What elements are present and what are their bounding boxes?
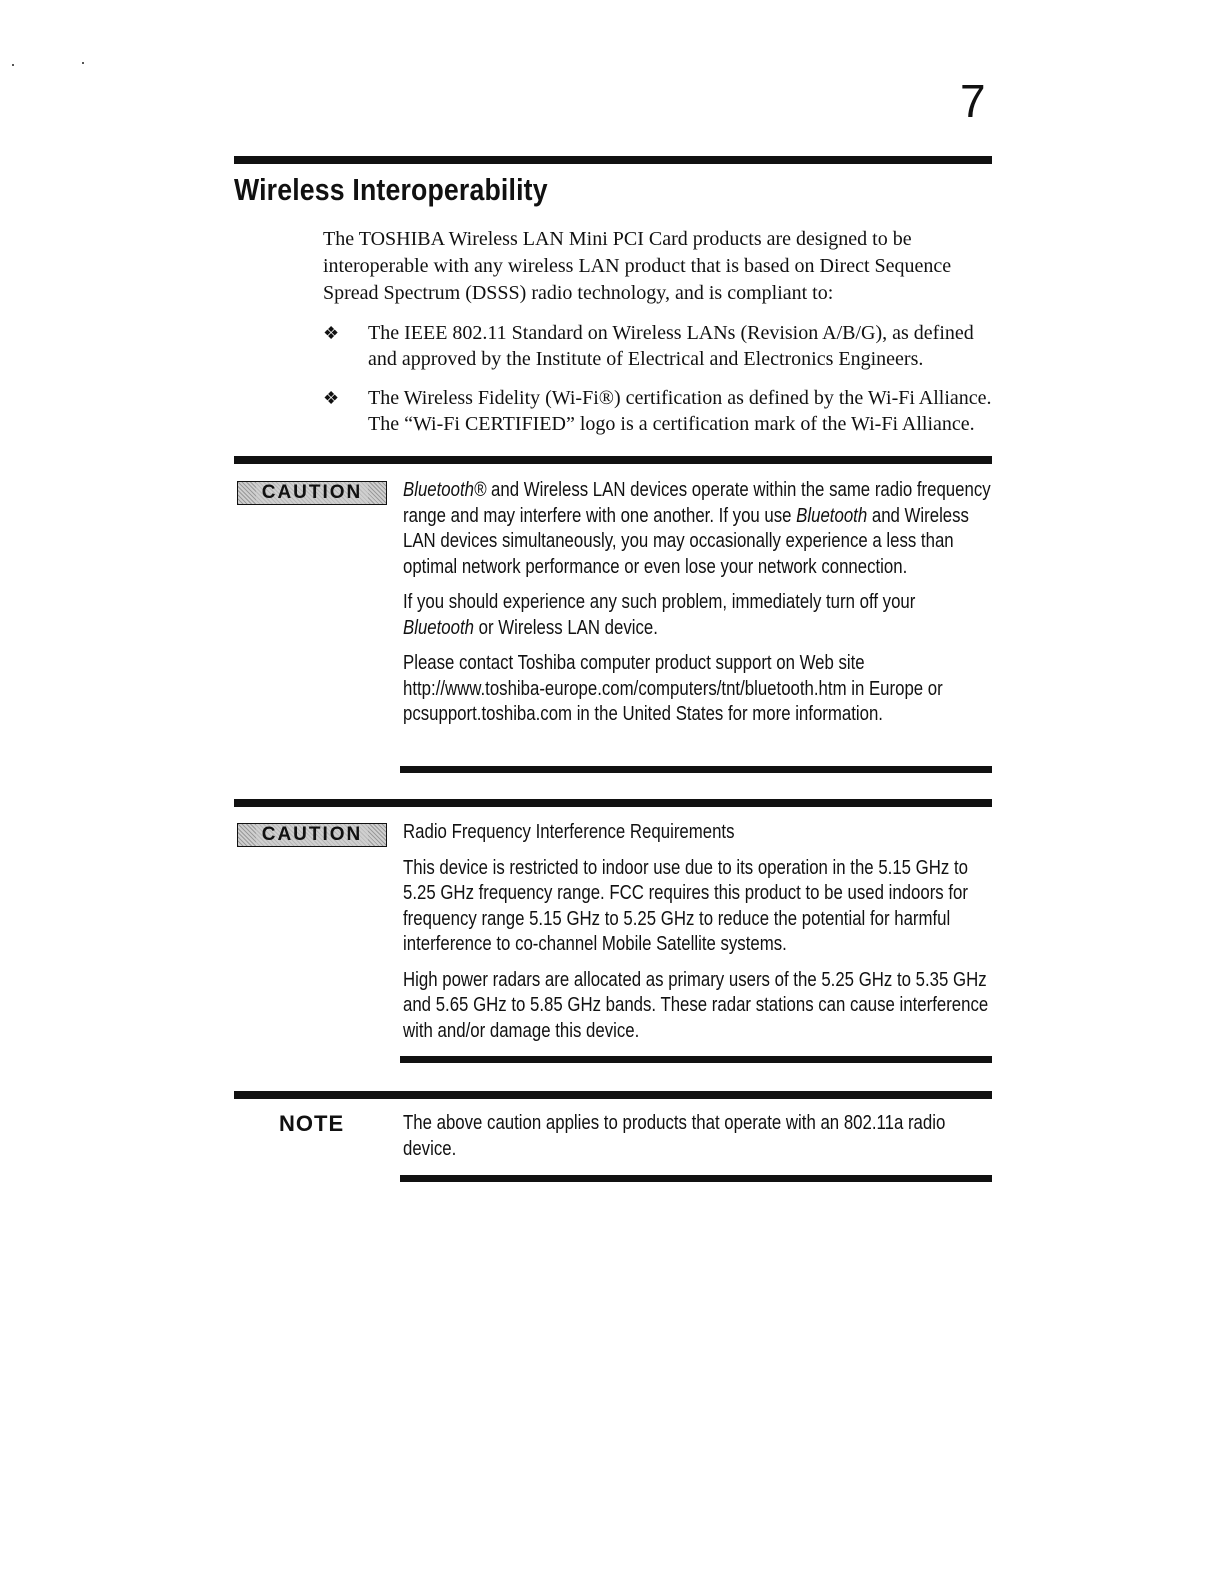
list-item [323,385,1003,437]
list-item [323,320,1003,372]
note-bottom-rule [400,1175,992,1182]
caution-paragraph [403,590,991,641]
bluetooth-term: Bluetooth [403,616,474,639]
caution-top-rule [234,456,992,464]
intro-paragraph: The TOSHIBA Wireless LAN Mini PCI Card products are designed to be interoperable with any wireless LAN product that is based on Direct Sequence Spread Spectrum (DSSS) radio technology, and is compliant to: [323,228,952,304]
caution-body [403,820,989,1054]
caution-body [403,478,991,738]
caution-paragraph: High power radars are allocated as primary users of the 5.25 GHz to 5.35 GHz and 5.65 GHz to 5.85 GHz bands. These radar stations can cause interference with and/or damage this device. [403,968,989,1042]
caution-badge [237,823,387,847]
caution-paragraph: This device is restricted to indoor use due to its operation in the 5.15 GHz to 5.25 GHz frequency range. FCC requires this product to be used indoors for frequency range 5.15 GHz to 5.25 GHz to reduce the potential for harmful interference to co-channel Mobile Satellite systems. [403,856,968,955]
caution-paragraph: Please contact Toshiba computer product support on Web site http://www.toshiba-europe.com/computers/tnt/bluetooth.htm in Europe or pcsupport.toshiba.com in the United States for more information. [403,652,943,725]
caution-text: and Wireless LAN devices operate within the same radio frequency range and may interfere with one another. If you use [403,479,991,527]
caution-top-rule [234,799,992,807]
scan-speck [82,62,84,64]
compliance-list [323,320,1003,450]
caution-text: If you should experience any such problem, immediately turn off your [403,591,916,613]
note-label: NOTE [279,1111,345,1136]
caution-label: CAUTION [256,824,369,846]
caution-bottom-rule [400,1056,992,1063]
caution-badge [237,481,387,505]
list-item-text: The Wireless Fidelity (Wi-Fi®) certification as defined by the Wi-Fi Alliance. The “Wi-Fi CERTIFIED” logo is a certification mark of the Wi-Fi Alliance. [368,387,992,435]
note-top-rule [234,1091,992,1099]
note-paragraph: The above caution applies to products that operate with an 802.11a radio device. [403,1112,946,1160]
diamond-bullet-icon: ❖ [323,388,340,408]
caution-paragraph [403,478,991,580]
caution-bottom-rule [400,766,992,773]
caution-label: CAUTION [256,482,369,504]
bluetooth-term: Bluetooth [796,504,868,527]
section-top-rule [234,156,992,164]
section-title: Wireless Interoperability [234,172,548,207]
bluetooth-term: Bluetooth® [403,479,487,501]
caution-text: and Wireless LAN devices simultaneously, you may occasionally experience a less than optimal network performance or even lose your network connection. [403,504,969,578]
page-number: 7 [960,75,986,127]
list-item-text: The IEEE 802.11 Standard on Wireless LANs (Revision A/B/G), as defined and approved by the Institute of Electrical and Electronics Engineers. [368,322,974,370]
note-body [403,1111,946,1172]
scan-speck [12,64,14,66]
caution-heading: Radio Frequency Interference Requirements [403,821,735,843]
caution-text: or Wireless LAN device. [473,616,658,639]
diamond-bullet-icon: ❖ [323,323,340,343]
